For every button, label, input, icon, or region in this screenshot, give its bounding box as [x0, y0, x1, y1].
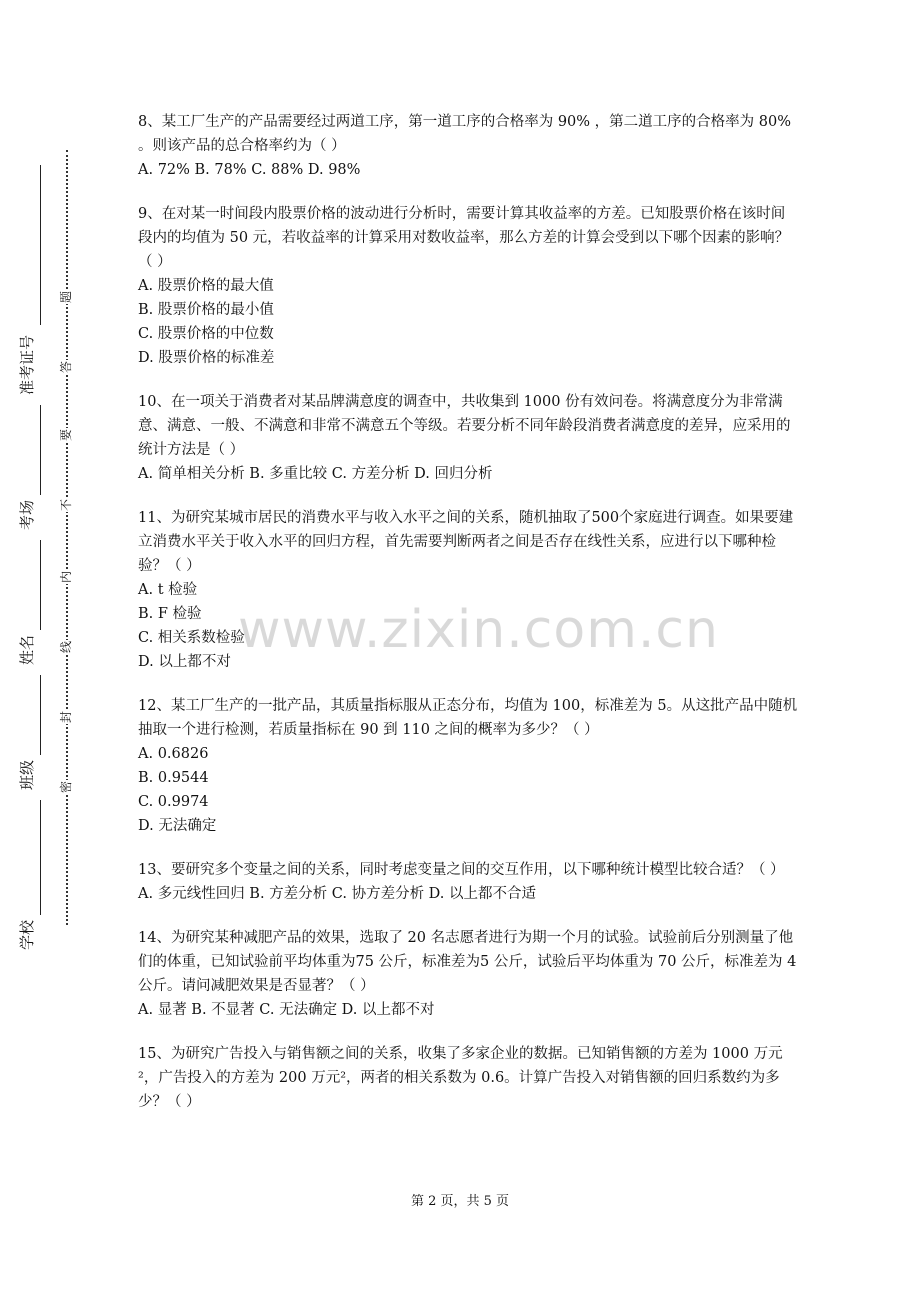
- option-a: A. 股票价格的最大值: [138, 278, 274, 294]
- label-school: 学校: [18, 919, 36, 950]
- seal-char: 题: [59, 291, 73, 304]
- question-13: [138, 858, 798, 906]
- seal-char: 不: [59, 499, 73, 512]
- question-10: [138, 390, 798, 486]
- question-options: A. 简单相关分析 B. 多重比较 C. 方差分析 D. 回归分析: [138, 466, 493, 482]
- question-15: [138, 1042, 798, 1114]
- question-stem: 10、在一项关于消费者对某品牌满意度的调查中，共收集到 1000 份有效问卷。将满意度分为非常满意、满意、一般、不满意和非常不满意五个等级。若要分析不同年龄段消费者满意度的差异，应采用的统计方法是（ ）: [138, 394, 791, 458]
- option-c: C. 0.9974: [138, 794, 209, 810]
- option-b: B. 0.9544: [138, 770, 209, 786]
- page-footer: 第 2 页，共 5 页: [410, 1194, 510, 1209]
- question-stem: 11、为研究某城市居民的消费水平与收入水平之间的关系，随机抽取了500个家庭进行调查。如果要建立消费水平关于收入水平的回归方程，首先需要判断两者之间是否存在线性关系，应进行以下哪种检验？（ ）: [138, 510, 794, 574]
- seal-char: 内: [59, 571, 73, 584]
- option-a: A. 0.6826: [138, 746, 209, 762]
- option-a: A. t 检验: [138, 582, 198, 598]
- question-stem: 8、某工厂生产的产品需要经过两道工序，第一道工序的合格率为 90% ，第二道工序的合格率为 80% 。则该产品的总合格率约为（ ）: [138, 114, 792, 154]
- question-options: A. 72% B. 78% C. 88% D. 98%: [138, 162, 361, 178]
- option-b: B. 股票价格的最小值: [138, 302, 274, 318]
- name-underline: [40, 540, 41, 630]
- school-underline: [40, 800, 41, 915]
- question-stem: 9、在对某一时间段内股票价格的波动进行分析时，需要计算其收益率的方差。已知股票价格在该时间段内的均值为 50 元，若收益率的计算采用对数收益率，那么方差的计算会受到以下哪个因素的影响？（ ）: [138, 206, 790, 270]
- exam-id-underline: [40, 165, 41, 325]
- option-b: B. F 检验: [138, 606, 202, 622]
- seal-char: 线: [59, 641, 73, 654]
- question-12: [138, 694, 798, 838]
- option-d: D. 股票价格的标准差: [138, 350, 275, 366]
- label-exam-id: 准考证号: [18, 334, 36, 395]
- seal-char: 封: [59, 711, 73, 724]
- label-name: 姓名: [18, 634, 36, 665]
- class-underline: [40, 675, 41, 755]
- question-options: A. 显著 B. 不显著 C. 无法确定 D. 以上都不对: [138, 1002, 435, 1018]
- question-8: [138, 110, 798, 182]
- seal-char: 密: [59, 781, 73, 794]
- question-stem: 12、某工厂生产的一批产品，其质量指标服从正态分布，均值为 100，标准差为 5。从这批产品中随机抽取一个进行检测，若质量指标在 90 到 110 之间的概率为多少？（ ）: [138, 698, 798, 738]
- seal-dotted-line: [66, 150, 68, 925]
- option-c: C. 股票价格的中位数: [138, 326, 274, 342]
- exam-room-underline: [40, 405, 41, 495]
- watermark: www.zixin.com.cn: [238, 600, 719, 660]
- option-d: D. 以上都不对: [138, 654, 231, 670]
- question-stem: 13、要研究多个变量之间的关系，同时考虑变量之间的交互作用，以下哪种统计模型比较合适？（ ）: [138, 862, 785, 878]
- question-14: [138, 926, 798, 1022]
- question-stem: 15、为研究广告投入与销售额之间的关系，收集了多家企业的数据。已知销售额的方差为 1000 万元²，广告投入的方差为 200 万元²，两者的相关系数为 0.6。计算广告投入对销售额的回归系数约为多少？（ ）: [138, 1046, 783, 1110]
- seal-char: 答: [59, 361, 73, 374]
- question-11: [138, 506, 798, 674]
- question-9: [138, 202, 798, 370]
- label-exam-room: 考场: [18, 499, 36, 530]
- question-list: [138, 110, 798, 1134]
- seal-char: 要: [59, 429, 73, 442]
- binding-margin: [0, 0, 110, 1302]
- question-options: A. 多元线性回归 B. 方差分析 C. 协方差分析 D. 以上都不合适: [138, 886, 537, 902]
- option-d: D. 无法确定: [138, 818, 217, 834]
- option-c: C. 相关系数检验: [138, 630, 245, 646]
- label-class: 班级: [18, 759, 36, 790]
- question-stem: 14、为研究某种减肥产品的效果，选取了 20 名志愿者进行为期一个月的试验。试验前后分别测量了他们的体重，已知试验前平均体重为75 公斤，标准差为5 公斤，试验后平均体重为 70 公斤，标准差为 4 公斤。请问减肥效果是否显著？（ ）: [138, 930, 797, 994]
